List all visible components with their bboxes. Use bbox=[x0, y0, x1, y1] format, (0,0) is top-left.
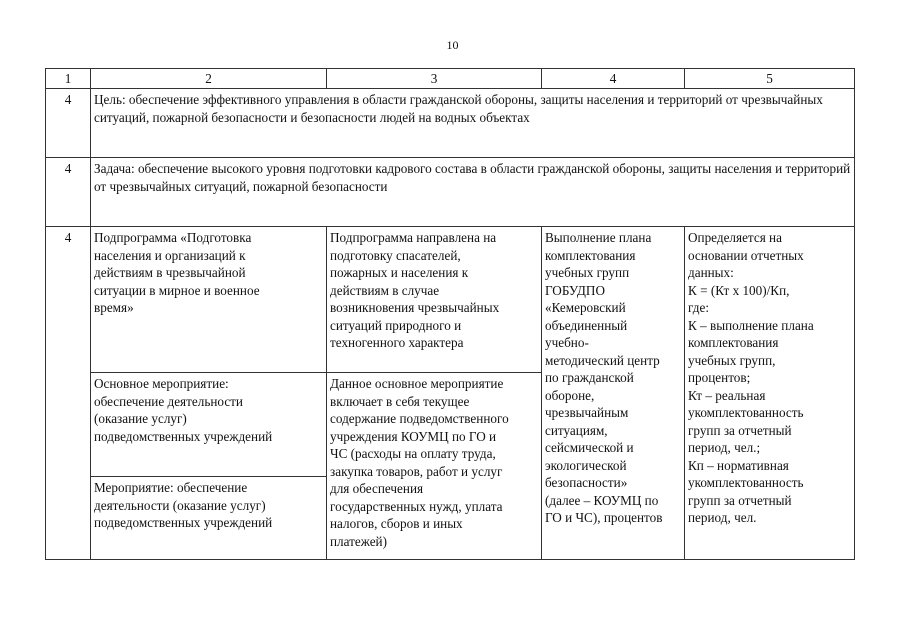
activity-name: Мероприятие: обеспечение деятельности (оказание услуг) подведомственных учреждений bbox=[91, 477, 327, 560]
calculation-method: Определяется на основании отчетных данных: К = (Кт х 100)/Кп, где: К – выполнение плана комплектования учебных групп, процентов; Кт – реальная укомплектованность групп за отчетный период, чел.; Кп – нормативная укомплектованность групп за отчетный период, чел. bbox=[685, 227, 855, 560]
task-text: Задача: обеспечение высокого уровня подготовки кадрового состава в области гражданской обороны, защиты населения и территорий от чрезвычайных ситуаций, пожарной безопасности bbox=[91, 158, 855, 227]
goal-row bbox=[46, 89, 855, 158]
main-activity-name: Основное мероприятие: обеспечение деятельности (оказание услуг) подведомственных учреждений bbox=[91, 373, 327, 477]
header-cell-1: 1 bbox=[46, 69, 91, 89]
header-cell-4: 4 bbox=[542, 69, 685, 89]
header-cell-5: 5 bbox=[685, 69, 855, 89]
goal-text: Цель: обеспечение эффективного управления в области гражданской обороны, защиты населения и территорий от чрезвычайных ситуаций, пожарной безопасности и безопасности людей на водных объектах bbox=[91, 89, 855, 158]
subprogram-name: Подпрограмма «Подготовка населения и организаций к действиям в чрезвычайной ситуации в мирное и военное время» bbox=[91, 227, 327, 373]
page-number: 10 bbox=[446, 38, 459, 52]
indicator-name: Выполнение плана комплектования учебных групп ГОБУДПО «Кемеровский объединенный учебно- методический центр по гражданской обороне, чрезвычайным ситуациям, сейсмической и экологической безопасности» (далее – КОУМЦ по ГО и ЧС), процентов bbox=[542, 227, 685, 560]
subprogram-description: Подпрограмма направлена на подготовку спасателей, пожарных и населения к действиям в случае возникновения чрезвычайных ситуаций природного и техногенного характера bbox=[327, 227, 542, 373]
header-row bbox=[46, 69, 855, 89]
subprogram-number: 4 bbox=[46, 227, 91, 560]
main-activity-description: Данное основное мероприятие включает в себя текущее содержание подведомственного учреждения КОУМЦ по ГО и ЧС (расходы на оплату труда, закупка товаров, работ и услуг для обеспечения государственных нужд, уплата налогов, сборов и иных платежей) bbox=[327, 373, 542, 560]
subprogram-row bbox=[46, 227, 855, 373]
goal-number: 4 bbox=[46, 89, 91, 158]
header-cell-2: 2 bbox=[91, 69, 327, 89]
header-cell-3: 3 bbox=[327, 69, 542, 89]
program-table bbox=[45, 68, 855, 560]
task-number: 4 bbox=[46, 158, 91, 227]
task-row bbox=[46, 158, 855, 227]
